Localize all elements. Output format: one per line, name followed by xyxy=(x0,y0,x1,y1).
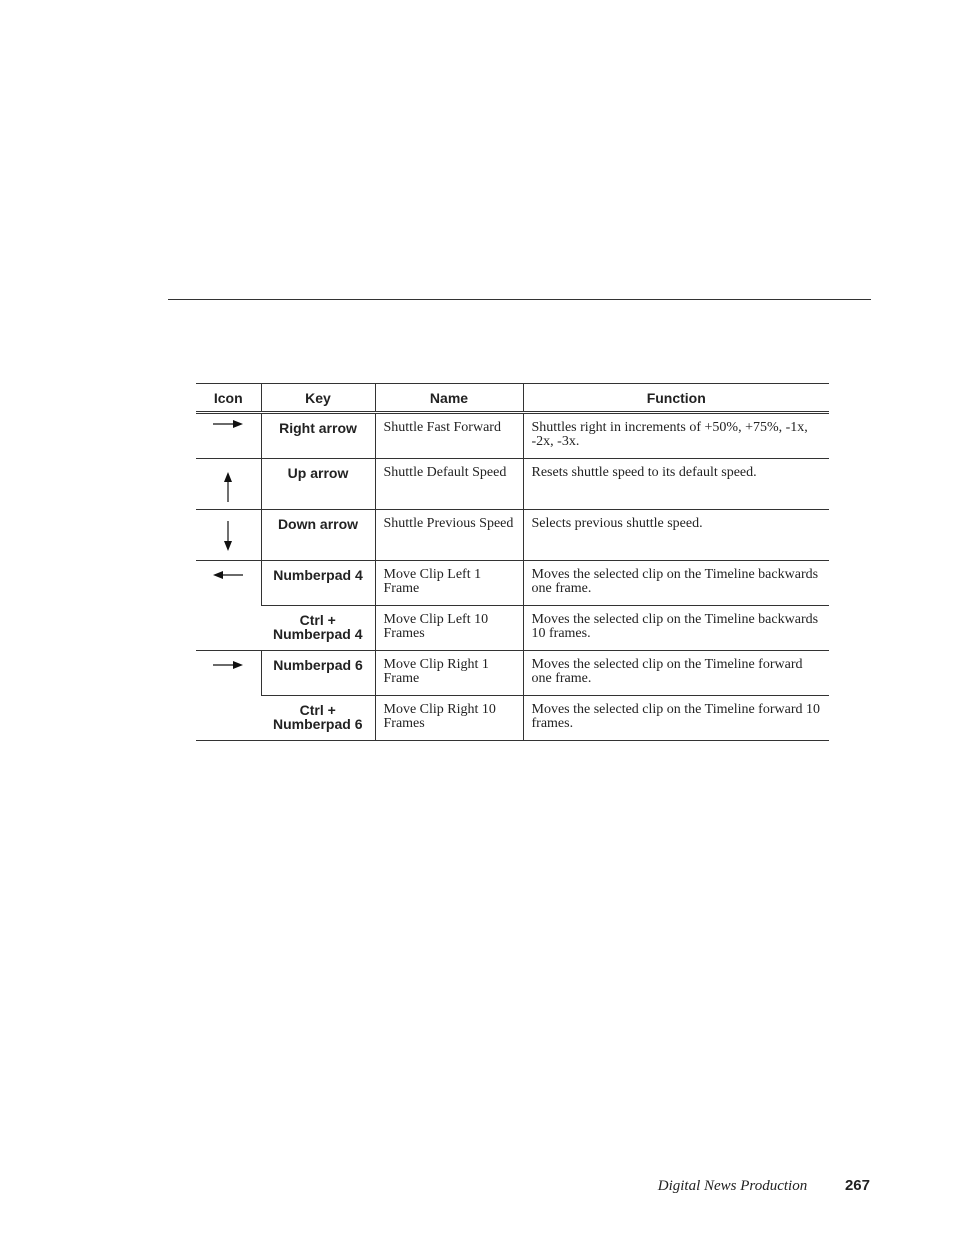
key-label: Down arrow xyxy=(277,516,359,532)
name-cell: Move Clip Right 10 Frames xyxy=(375,696,523,741)
header-function: Function xyxy=(523,384,829,413)
table-row xyxy=(196,561,829,606)
key-label: Numberpad 4 xyxy=(273,626,363,642)
page-number: 267 xyxy=(844,1177,870,1194)
icon-cell xyxy=(196,651,261,741)
table-row xyxy=(196,606,829,651)
name-cell: Move Clip Right 1 Frame xyxy=(375,651,523,696)
name-cell: Move Clip Left 10 Frames xyxy=(375,606,523,651)
function-cell: Moves the selected clip on the Timeline forward one frame. xyxy=(523,651,829,696)
left-arrow-icon xyxy=(212,569,244,581)
icon-cell xyxy=(196,413,261,459)
key-label: Numberpad 4 xyxy=(273,567,363,583)
name-cell: Shuttle Previous Speed xyxy=(375,510,523,561)
icon-cell xyxy=(196,561,261,651)
table-row xyxy=(196,459,829,510)
right-arrow-icon xyxy=(212,659,244,671)
shortcut-table xyxy=(196,383,829,741)
key-cell xyxy=(261,651,375,696)
up-arrow-icon xyxy=(222,471,234,503)
name-cell: Move Clip Left 1 Frame xyxy=(375,561,523,606)
icon-cell xyxy=(196,459,261,510)
function-cell: Moves the selected clip on the Timeline backwards one frame. xyxy=(523,561,829,606)
name-cell: Shuttle Default Speed xyxy=(375,459,523,510)
table-row xyxy=(196,413,829,459)
key-label: Ctrl + xyxy=(299,702,336,718)
icon-cell xyxy=(196,510,261,561)
key-label: Numberpad 6 xyxy=(273,657,363,673)
header-key: Key xyxy=(261,384,375,413)
header-rule xyxy=(168,299,871,300)
key-label: Numberpad 6 xyxy=(273,716,363,732)
book-title: Digital News Production xyxy=(657,1178,808,1194)
key-cell xyxy=(261,413,375,459)
table-row xyxy=(196,510,829,561)
key-label: Right arrow xyxy=(279,420,357,436)
name-cell: Shuttle Fast Forward xyxy=(375,413,523,459)
function-cell: Selects previous shuttle speed. xyxy=(523,510,829,561)
header-name: Name xyxy=(375,384,523,413)
header-icon: Icon xyxy=(196,384,261,413)
function-cell: Resets shuttle speed to its default speed. xyxy=(523,459,829,510)
down-arrow-icon xyxy=(222,520,234,552)
key-cell xyxy=(261,510,375,561)
key-label: Ctrl + xyxy=(299,612,336,628)
key-cell xyxy=(261,696,375,741)
key-cell xyxy=(261,606,375,651)
key-cell xyxy=(261,459,375,510)
page-footer xyxy=(658,1177,870,1195)
table-row xyxy=(196,696,829,741)
key-label: Up arrow xyxy=(287,465,349,481)
key-cell xyxy=(261,561,375,606)
function-cell: Shuttles right in increments of +50%, +75%, -1x, -2x, -3x. xyxy=(523,413,829,459)
right-arrow-icon xyxy=(212,418,244,430)
function-cell: Moves the selected clip on the Timeline backwards 10 frames. xyxy=(523,606,829,651)
table-header-row xyxy=(196,384,829,413)
function-cell: Moves the selected clip on the Timeline forward 10 frames. xyxy=(523,696,829,741)
table-row xyxy=(196,651,829,696)
